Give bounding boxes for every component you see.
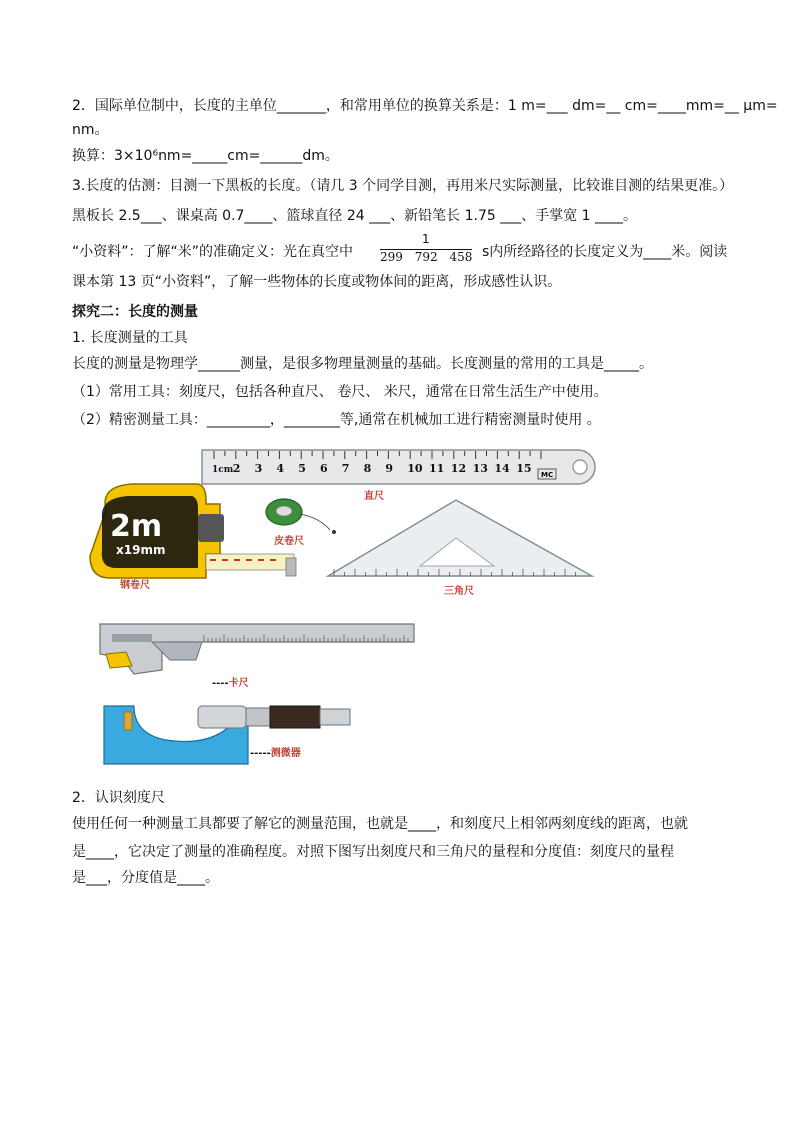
- ruler-brand: MC: [541, 471, 554, 479]
- ruler-number: 9: [385, 462, 394, 475]
- range-answer-line: 是___，分度值是____。: [72, 870, 219, 886]
- unit-conversion-question: 2．国际单位制中，长度的主单位_______，和常用单位的换算关系是：1 m=___ dm=__ cm=____mm=__ μm=: [72, 98, 778, 114]
- ruler-number: 7: [341, 462, 350, 475]
- meter-definition-rest: s内所经路径的长度定义为____米。阅读: [482, 244, 728, 260]
- caliper-caption-label: 卡尺: [228, 678, 249, 689]
- triangle-caption: 三角尺: [444, 586, 474, 597]
- micrometer-caption: [250, 744, 301, 759]
- ruler-number: 14: [494, 462, 510, 475]
- caliper-caption: [212, 674, 249, 689]
- ruler-number: 13: [472, 462, 488, 475]
- caliper-caption-prefix: ----: [212, 678, 229, 689]
- ruler-number: 11: [429, 462, 445, 475]
- leather-tape-caption: 皮卷尺: [274, 536, 304, 547]
- reading-note: 课本第 13 页“小资料”，了解一些物体的长度或物体间的距离，形成感性认识。: [72, 274, 562, 290]
- section-heading: 探究二：长度的测量: [72, 304, 198, 320]
- precision-question: 是____，它决定了测量的准确程度。对照下图写出刻度尺和三角尺的量程和分度值：刻度尺的量程: [72, 844, 674, 860]
- ruler-number: 4: [276, 462, 285, 475]
- ruler-number: 8: [363, 462, 372, 475]
- common-tools: （1）常用工具：刻度尺，包括各种直尺、 卷尺、 米尺，通常在日常生活生产中使用。: [72, 384, 608, 400]
- ruler-number: 1cm: [212, 465, 234, 475]
- micrometer-caption-prefix: -----: [250, 748, 271, 759]
- fraction-numerator: 1: [422, 232, 430, 246]
- meter-definition-intro: “小资料”：了解“米”的准确定义：光在真空中: [72, 244, 354, 260]
- estimation-question: 3.长度的估测：目测一下黑板的长度。（请几 3 个同学目测，再用米尺实际测量，比较谁目测的结果更准。）: [72, 178, 734, 194]
- fraction-denominator: 299 792 458: [380, 250, 473, 264]
- ruler-number: 6: [320, 462, 328, 475]
- ruler-number: 3: [254, 462, 263, 475]
- tape-caption: 钢卷尺: [120, 580, 150, 591]
- ruler-number: 10: [407, 462, 423, 475]
- ruler-number: 5: [298, 462, 306, 475]
- ruler-caption: 直尺: [364, 491, 384, 502]
- tape-size-label: 2m: [110, 509, 163, 544]
- tools-question: 长度的测量是物理学______测量，是很多物理量测量的基础。长度测量的常用的工具是_____。: [72, 356, 653, 372]
- subheading-tools: 1. 长度测量的工具: [72, 330, 188, 346]
- micrometer-caption-label: 测微器: [270, 748, 301, 759]
- range-question: 使用任何一种测量工具都要了解它的测量范围，也就是____，和刻度尺上相邻两刻度线的距离，也就: [72, 816, 688, 832]
- ruler-number: 12: [450, 462, 467, 475]
- precision-tools: （2）精密测量工具：_________，________等,通常在机械加工进行精密测量时使用 。: [72, 412, 601, 428]
- triangle-ruler: [320, 494, 600, 586]
- unit-conversion-continued: nm。: [72, 122, 109, 138]
- micrometer: [98, 694, 360, 770]
- conversion-exercise: 换算：3×10⁶nm=_____cm=______dm。: [72, 148, 339, 164]
- ruler-number: 15: [516, 462, 532, 475]
- vernier-caliper: [92, 614, 422, 682]
- estimation-units: 黑板长 2.5___、课桌高 0.7____、篮球直径 24 ___、新铅笔长 1.75 ___、手掌宽 1 ____。: [72, 208, 638, 224]
- tape-width-label: x19mm: [116, 543, 166, 557]
- subheading-ruler: 2．认识刻度尺: [72, 790, 165, 806]
- ruler-number: 2: [232, 462, 241, 475]
